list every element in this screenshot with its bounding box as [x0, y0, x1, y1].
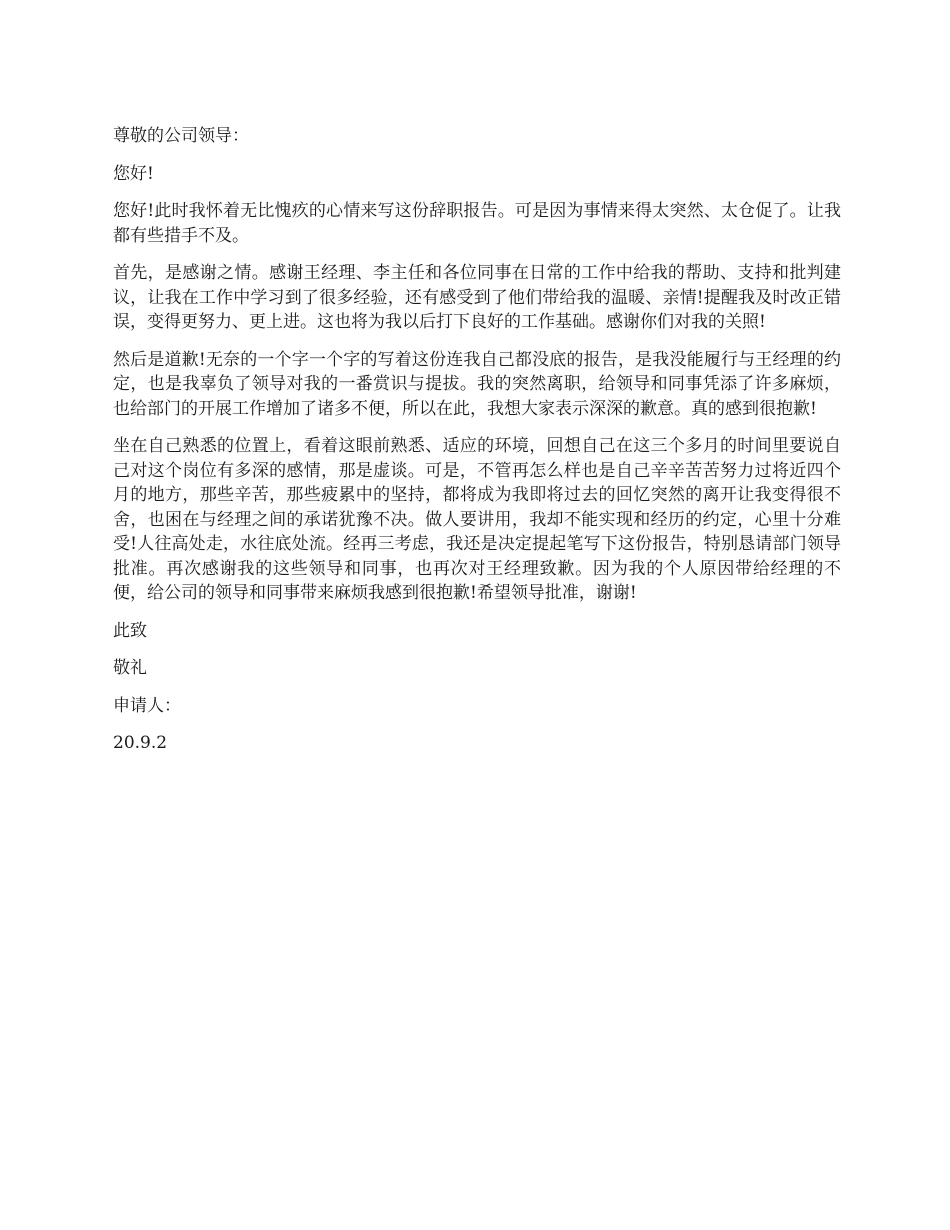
closing-ci-zhi: 此致: [113, 620, 147, 641]
paragraph-thanks: 首先，是感谢之情。感谢王经理、李主任和各位同事在日常的工作中给我的帮助、支持和批判建议，让我在工作中学习到了很多经验，还有感受到了他们带给我的温暖、亲情!提醒我及时改正错误，变得更努力、更上进。这也将为我以后打下良好的工作基础。感谢你们对我的关照!: [113, 263, 841, 332]
paragraph-apology: 然后是道歉!无奈的一个字一个字的写着这份连我自己都没底的报告，是我没能履行与王经理的约定，也是我辜负了领导对我的一番赏识与提拔。我的突然离职，给领导和同事凭添了许多麻烦，也给部门的开展工作增加了诸多不便，所以在此，我想大家表示深深的歉意。真的感到很抱歉!: [113, 349, 841, 419]
applicant-label: 申请人：: [113, 695, 181, 716]
letter-date: 20.9.2: [113, 733, 168, 753]
salutation: 尊敬的公司领导：: [113, 126, 249, 146]
resignation-letter: [113, 124, 841, 769]
greeting: 您好!: [113, 163, 154, 184]
paragraph-opening: 您好!此时我怀着无比愧疚的心情来写这份辞职报告。可是因为事情来得太突然、太仓促了。让我都有些措手不及。: [113, 201, 841, 246]
paragraph-reflection: 坐在自己熟悉的位置上，看着这眼前熟悉、适应的环境，回想自己在这三个多月的时间里要说自己对这个岗位有多深的感情，那是虚谈。可是，不管再怎么样也是自己辛辛苦苦努力过将近四个月的地方，那些辛苦，那些疲累中的坚持，都将成为我即将过去的回忆突然的离开让我变得很不舍，也困在与经理之间的承诺犹豫不决。做人要讲用，我却不能实现和经历的约定，心里十分难受!人往高处走，水往底处流。经再三考虑，我还是决定提起笔写下这份报告，特别恳请部门领导批准。再次感谢我的这些领导和同事，也再次对王经理致歉。因为我的个人原因带给经理的不便，给公司的领导和同事带来麻烦我感到很抱歉!希望领导批准，谢谢!: [113, 436, 841, 603]
closing-jing-li: 敬礼: [113, 658, 147, 678]
